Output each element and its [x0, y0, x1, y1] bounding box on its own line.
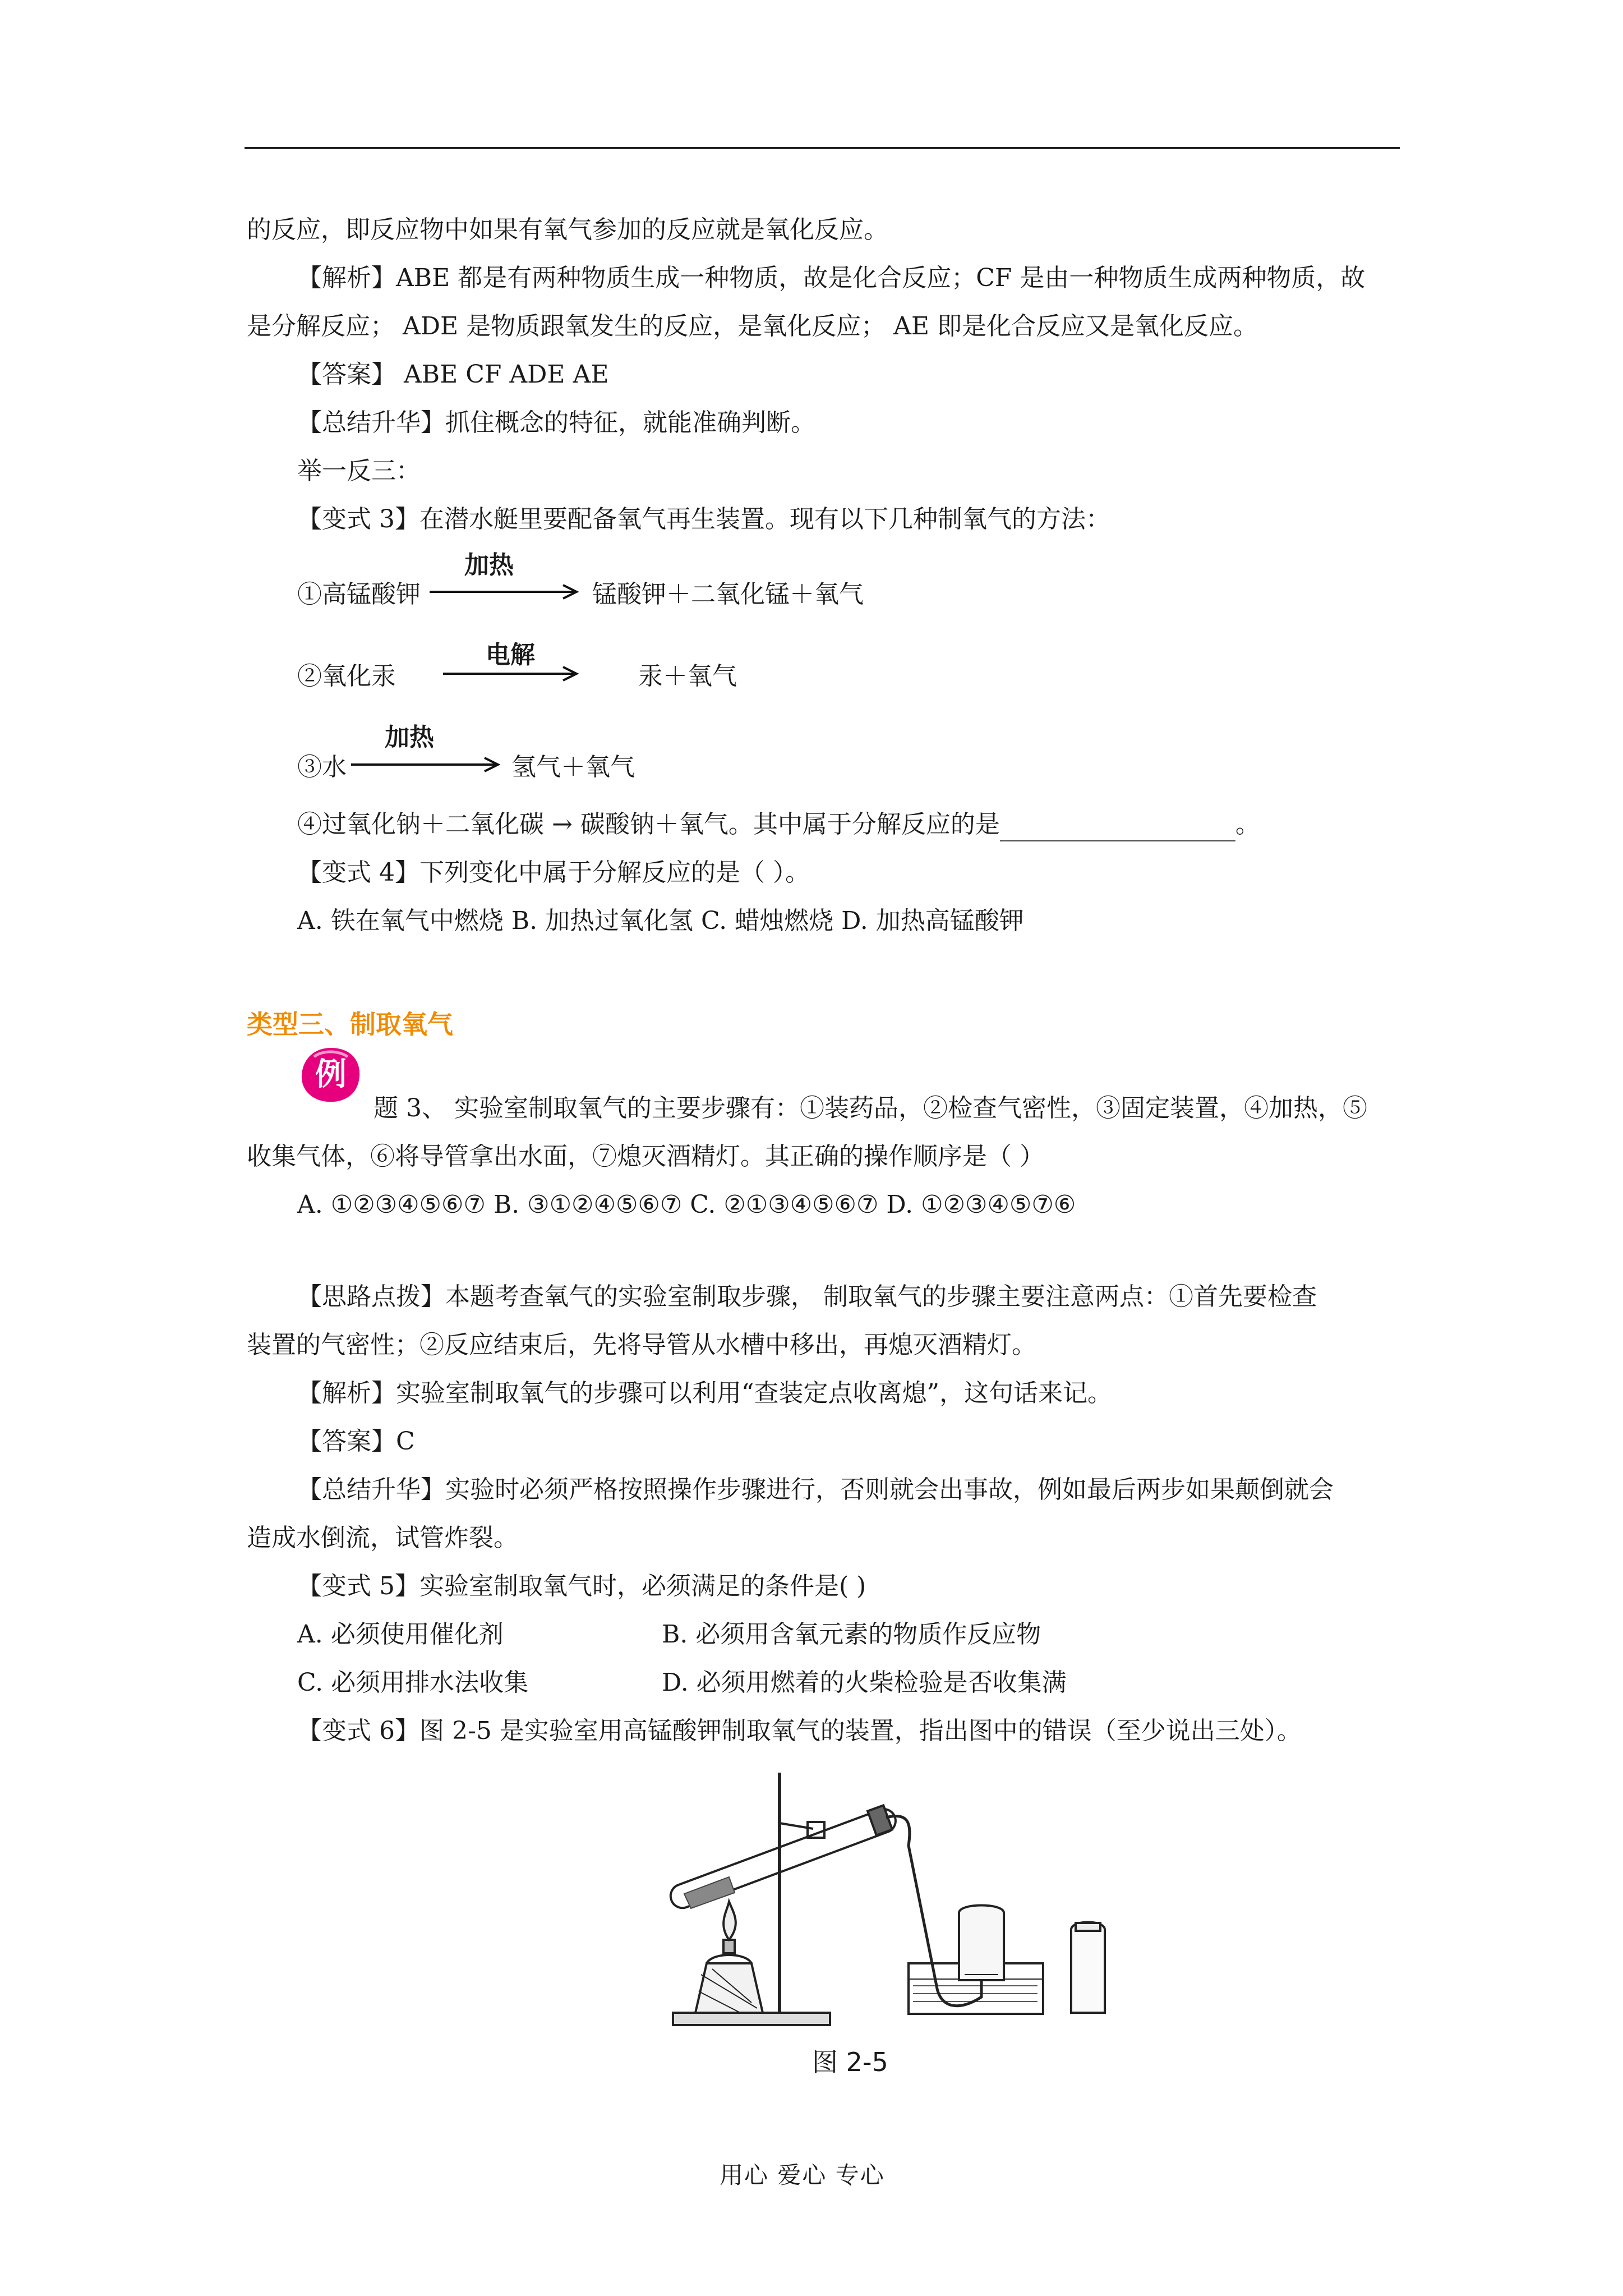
page-footer: 用心 爱心 专心 [720, 2161, 885, 2189]
reaction3-arrow-icon [351, 756, 502, 773]
summary-line: 【总结升华】抓住概念的特征，就能准确判断。 [297, 408, 815, 437]
reaction3-reactant: ③水 [297, 753, 347, 781]
question3-options: A. ①②③④⑤⑥⑦ B. ③①②④⑤⑥⑦ C. ②①③④⑤⑥⑦ D. ①②③④⑤⑦⑥ [297, 1190, 1076, 1219]
hint-line: 【思路点拨】本题考查氧气的实验室制取步骤， 制取氧气的步骤主要注意两点：①首先要检查 [297, 1282, 1317, 1311]
variant5-option-c: C. 必须用排水法收集 [297, 1668, 529, 1697]
figure-caption: 图 2-5 [812, 2047, 888, 2077]
summary-line: 造成水倒流，试管炸裂。 [247, 1524, 518, 1552]
variant5-question: 【变式 5】实验室制取氧气时，必须满足的条件是( ) [297, 1572, 866, 1600]
analysis-line: 【解析】ABE 都是有两种物质生成一种物质，故是化合反应；CF 是由一种物质生成两种物质，故 [297, 264, 1366, 292]
answer-line: 【答案】 ABE CF ADE AE [297, 360, 609, 389]
text-line: 的反应，即反应物中如果有氧气参加的反应就是氧化反应。 [247, 215, 888, 244]
answer-blank [1000, 816, 1235, 841]
section-title: 类型三、制取氧气 [247, 1009, 453, 1039]
example-badge-icon [297, 1043, 365, 1105]
reaction3-condition: 加热 [385, 723, 434, 752]
reaction4-line [297, 808, 1260, 841]
reaction1-reactant: ①高锰酸钾 [297, 580, 421, 609]
variant5-option-b: B. 必须用含氧元素的物质作反应物 [662, 1620, 1041, 1649]
hint-line: 装置的气密性；②反应结束后，先将导管从水槽中移出，再熄灭酒精灯。 [247, 1331, 1036, 1359]
example-badge-label: 例 [315, 1056, 347, 1093]
analysis-line: 【解析】实验室制取氧气的步骤可以利用“查装定点收离熄”，这句话来记。 [297, 1379, 1112, 1407]
answer-line: 【答案】C [297, 1427, 415, 1456]
practice-heading: 举一反三： [297, 457, 421, 485]
oxygen-apparatus-figure [645, 1761, 1150, 2036]
reaction1-condition: 加热 [464, 551, 514, 579]
variant5-option-a: A. 必须使用催化剂 [297, 1620, 504, 1649]
variant3-question: 【变式 3】在潜水艇里要配备氧气再生装置。现有以下几种制氧气的方法： [297, 505, 1110, 533]
text-line: 是分解反应； ADE 是物质跟氧发生的反应，是氧化反应； AE 即是化合反应又是氧化反应。 [247, 312, 1258, 341]
variant6-question: 【变式 6】图 2-5 是实验室用高锰酸钾制取氧气的装置，指出图中的错误（至少说出三处）。 [297, 1717, 1302, 1745]
variant5-option-d: D. 必须用燃着的火柴检验是否收集满 [662, 1668, 1067, 1697]
reaction2-reactant: ②氧化汞 [297, 662, 396, 691]
header-rule [245, 147, 1400, 149]
variant4-question: 【变式 4】下列变化中属于分解反应的是（ ）。 [297, 858, 810, 887]
reaction4-end: 。 [1235, 810, 1260, 839]
reaction4-text: ④过氧化钠＋二氧化碳 → 碳酸钠＋氧气。其中属于分解反应的是 [297, 810, 1000, 839]
reaction2-condition: 电解 [486, 641, 535, 669]
summary-line: 【总结升华】实验时必须严格按照操作步骤进行，否则就会出事故，例如最后两步如果颠倒就会 [297, 1475, 1334, 1504]
reaction2-arrow-icon [443, 665, 581, 682]
reaction2-products: 汞＋氧气 [638, 662, 737, 691]
question3-line1: 题 3、 实验室制取氧气的主要步骤有：①装药品，②检查气密性，③固定装置，④加热，⑤ [374, 1094, 1367, 1122]
reaction1-arrow-icon [430, 583, 581, 600]
reaction1-products: 锰酸钾＋二氧化锰＋氧气 [592, 580, 864, 609]
reaction3-products: 氢气＋氧气 [511, 753, 635, 781]
variant4-options: A. 铁在氧气中燃烧 B. 加热过氧化氢 C. 蜡烛燃烧 D. 加热高锰酸钾 [297, 907, 1024, 935]
question3-line2: 收集气体，⑥将导管拿出水面，⑦熄灭酒精灯。其正确的操作顺序是（ ） [247, 1142, 1044, 1171]
